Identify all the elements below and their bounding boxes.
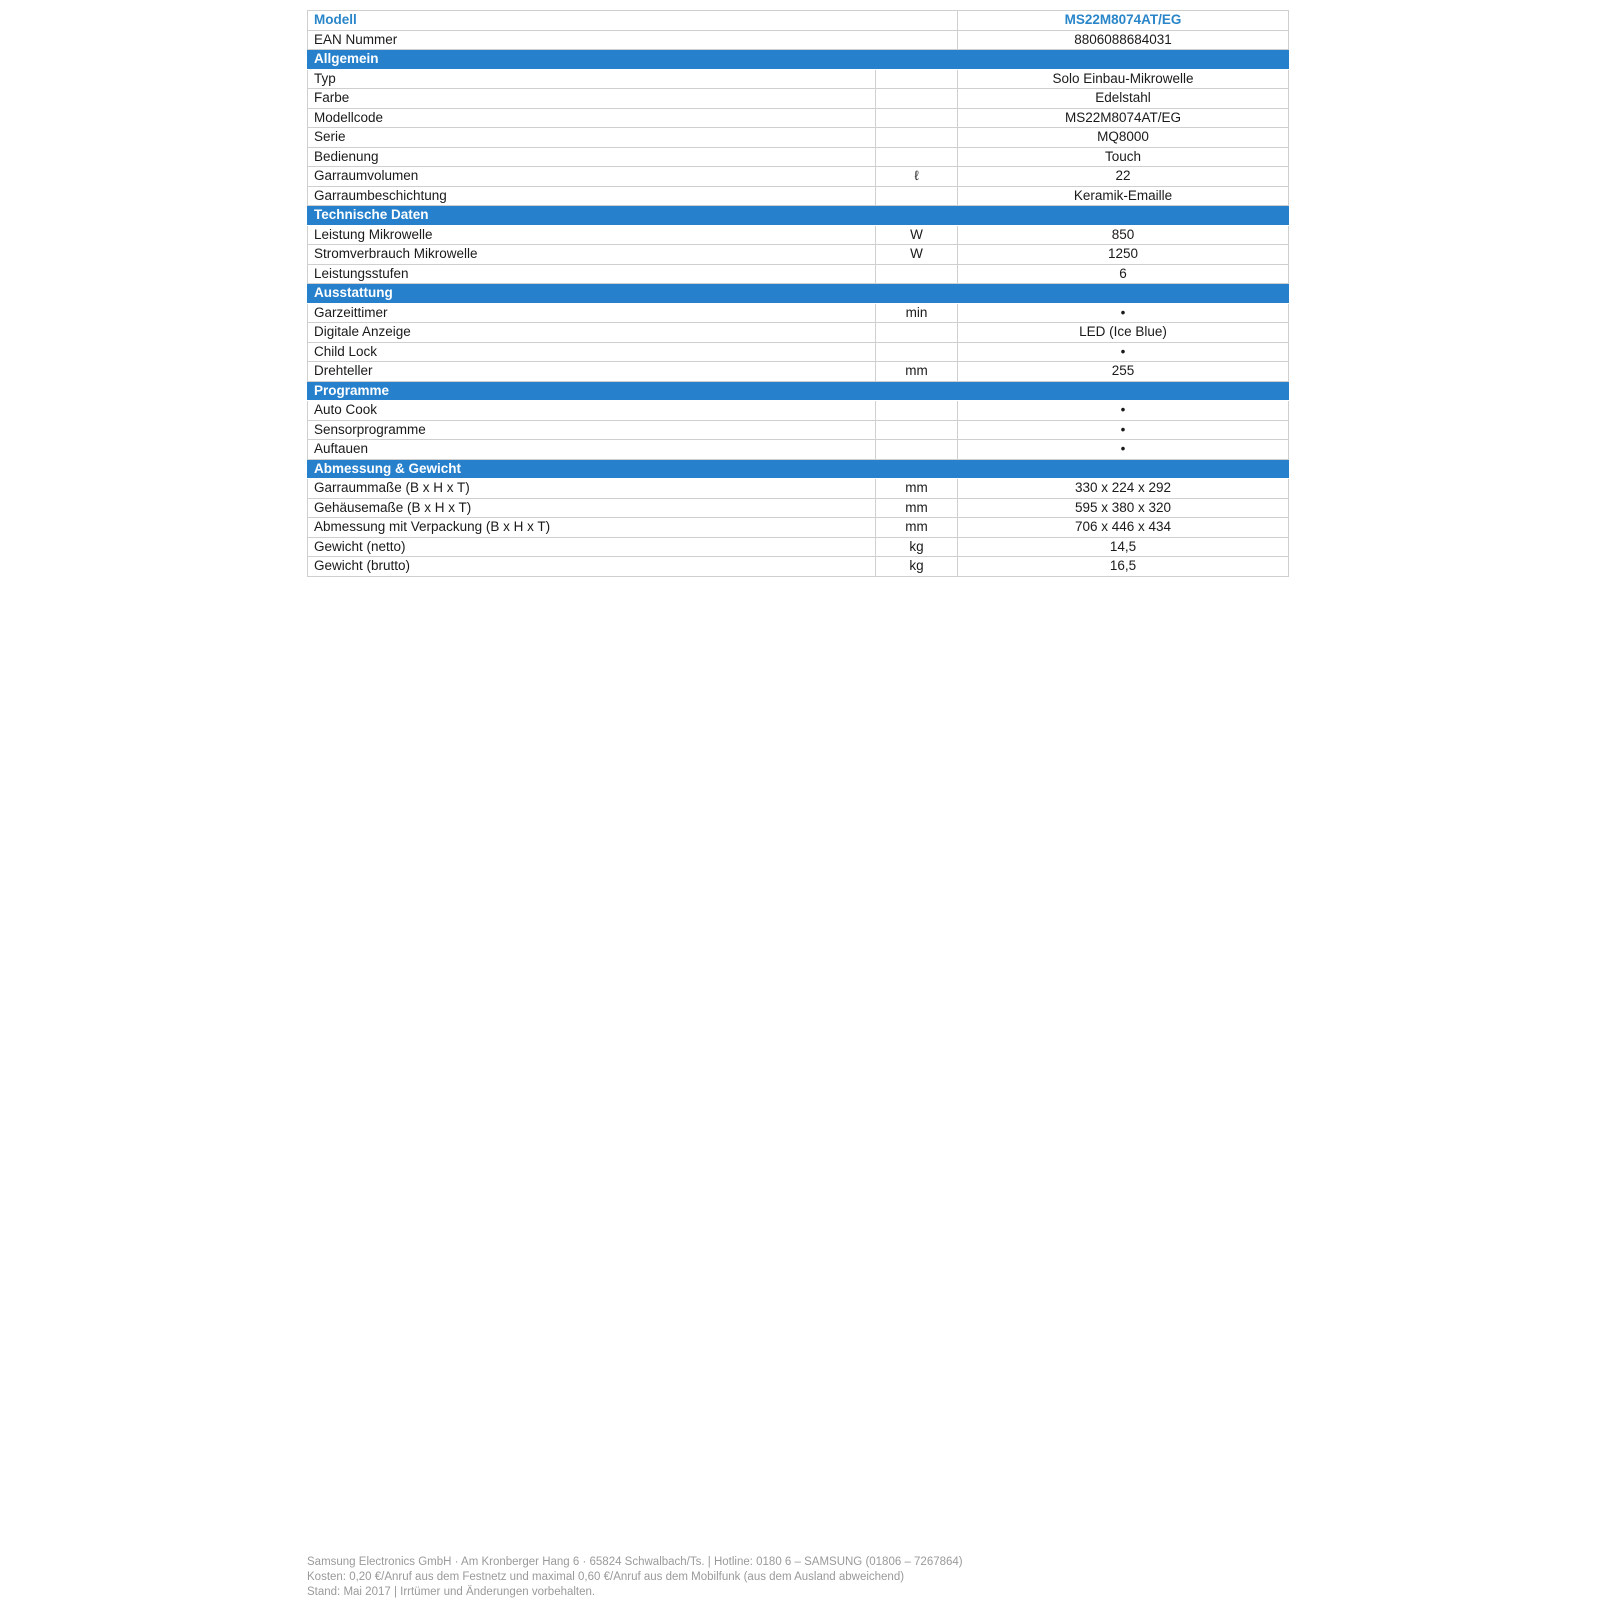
spec-label: Gewicht (netto) <box>308 537 876 557</box>
spec-row <box>308 303 1289 323</box>
section-header <box>308 459 1289 479</box>
section-title: Technische Daten <box>308 206 876 226</box>
spec-value: 16,5 <box>958 557 1289 577</box>
spec-value: MQ8000 <box>958 128 1289 148</box>
section-title: Abmessung & Gewicht <box>308 459 1289 479</box>
spec-label: Garraummaße (B x H x T) <box>308 479 876 499</box>
spec-label: Drehteller <box>308 362 876 382</box>
spec-unit: mm <box>876 479 958 499</box>
spec-label: Auto Cook <box>308 401 876 421</box>
spec-unit: min <box>876 303 958 323</box>
spec-label: Garzeittimer <box>308 303 876 323</box>
spec-value: • <box>958 303 1289 323</box>
spec-row <box>308 108 1289 128</box>
spec-label: Leistungsstufen <box>308 264 876 284</box>
section-unit-cell <box>876 206 958 226</box>
spec-row <box>308 147 1289 167</box>
spec-label: Gewicht (brutto) <box>308 557 876 577</box>
spec-row <box>308 498 1289 518</box>
ean-label: EAN Nummer <box>308 30 958 50</box>
spec-label: Digitale Anzeige <box>308 323 876 343</box>
spec-value: • <box>958 440 1289 460</box>
ean-row <box>308 30 1289 50</box>
spec-unit <box>876 186 958 206</box>
spec-value: • <box>958 420 1289 440</box>
spec-unit <box>876 108 958 128</box>
spec-unit: mm <box>876 362 958 382</box>
spec-value: • <box>958 342 1289 362</box>
section-value-cell <box>958 50 1289 70</box>
spec-unit: ℓ <box>876 167 958 187</box>
spec-value: 850 <box>958 225 1289 245</box>
section-title: Allgemein <box>308 50 876 70</box>
spec-value: 22 <box>958 167 1289 187</box>
spec-row <box>308 89 1289 109</box>
footer-address-line: Samsung Electronics GmbH · Am Kronberger Hang 6 · 65824 Schwalbach/Ts. | Hotline: 0180 6 – SAMSUNG (01806 – 7267864) <box>307 1556 963 1568</box>
spec-row <box>308 186 1289 206</box>
spec-label: Serie <box>308 128 876 148</box>
spec-unit: mm <box>876 498 958 518</box>
spec-value: • <box>958 401 1289 421</box>
spec-unit <box>876 323 958 343</box>
spec-label: Garraumvolumen <box>308 167 876 187</box>
spec-value: 1250 <box>958 245 1289 265</box>
section-header <box>308 284 1289 304</box>
spec-row <box>308 69 1289 89</box>
footer-costs-line: Kosten: 0,20 €/Anruf aus dem Festnetz und maximal 0,60 €/Anruf aus dem Mobilfunk (aus dem Ausland abweichend) <box>307 1570 905 1583</box>
spec-row <box>308 362 1289 382</box>
spec-label: Leistung Mikrowelle <box>308 225 876 245</box>
spec-value: MS22M8074AT/EG <box>958 108 1289 128</box>
spec-row <box>308 323 1289 343</box>
spec-unit <box>876 264 958 284</box>
spec-value: Touch <box>958 147 1289 167</box>
spec-value: LED (Ice Blue) <box>958 323 1289 343</box>
spec-unit <box>876 401 958 421</box>
spec-unit <box>876 89 958 109</box>
spec-row <box>308 225 1289 245</box>
spec-unit: W <box>876 225 958 245</box>
footer-status-line: Stand: Mai 2017 | Irrtümer und Änderungen vorbehalten. <box>307 1585 596 1598</box>
spec-label: Bedienung <box>308 147 876 167</box>
spec-label: Stromverbrauch Mikrowelle <box>308 245 876 265</box>
spec-row <box>308 167 1289 187</box>
ean-value: 8806088684031 <box>958 30 1289 50</box>
spec-value: 255 <box>958 362 1289 382</box>
section-header <box>308 50 1289 70</box>
spec-value: Edelstahl <box>958 89 1289 109</box>
spec-value: 330 x 224 x 292 <box>958 479 1289 499</box>
spec-row <box>308 342 1289 362</box>
spec-table <box>307 10 1289 577</box>
spec-unit: kg <box>876 537 958 557</box>
spec-table-body <box>308 11 1289 577</box>
spec-unit <box>876 147 958 167</box>
spec-unit <box>876 69 958 89</box>
footer <box>307 1555 963 1599</box>
spec-label: Modellcode <box>308 108 876 128</box>
spec-label: Typ <box>308 69 876 89</box>
spec-value: 6 <box>958 264 1289 284</box>
spec-label: Auftauen <box>308 440 876 460</box>
spec-row <box>308 128 1289 148</box>
spec-label: Farbe <box>308 89 876 109</box>
model-row <box>308 11 1289 31</box>
spec-value: 595 x 380 x 320 <box>958 498 1289 518</box>
spec-label: Child Lock <box>308 342 876 362</box>
spec-row <box>308 479 1289 499</box>
section-title: Ausstattung <box>308 284 1289 304</box>
model-value: MS22M8074AT/EG <box>958 11 1289 31</box>
spec-unit <box>876 440 958 460</box>
section-header <box>308 206 1289 226</box>
spec-value: 706 x 446 x 434 <box>958 518 1289 538</box>
section-header <box>308 381 1289 401</box>
spec-value: Keramik-Emaille <box>958 186 1289 206</box>
spec-row <box>308 440 1289 460</box>
spec-label: Garraumbeschichtung <box>308 186 876 206</box>
spec-row <box>308 264 1289 284</box>
section-unit-cell <box>876 50 958 70</box>
spec-unit: mm <box>876 518 958 538</box>
spec-label: Abmessung mit Verpackung (B x H x T) <box>308 518 876 538</box>
spec-row <box>308 420 1289 440</box>
spec-unit <box>876 420 958 440</box>
spec-row <box>308 401 1289 421</box>
spec-label: Gehäusemaße (B x H x T) <box>308 498 876 518</box>
spec-unit: kg <box>876 557 958 577</box>
spec-unit <box>876 128 958 148</box>
section-value-cell <box>958 206 1289 226</box>
spec-label: Sensorprogramme <box>308 420 876 440</box>
section-title: Programme <box>308 381 1289 401</box>
spec-row <box>308 518 1289 538</box>
spec-row <box>308 557 1289 577</box>
spec-row <box>308 537 1289 557</box>
spec-unit <box>876 342 958 362</box>
spec-row <box>308 245 1289 265</box>
spec-unit: W <box>876 245 958 265</box>
spec-value: 14,5 <box>958 537 1289 557</box>
spec-value: Solo Einbau-Mikrowelle <box>958 69 1289 89</box>
model-label: Modell <box>308 11 958 31</box>
